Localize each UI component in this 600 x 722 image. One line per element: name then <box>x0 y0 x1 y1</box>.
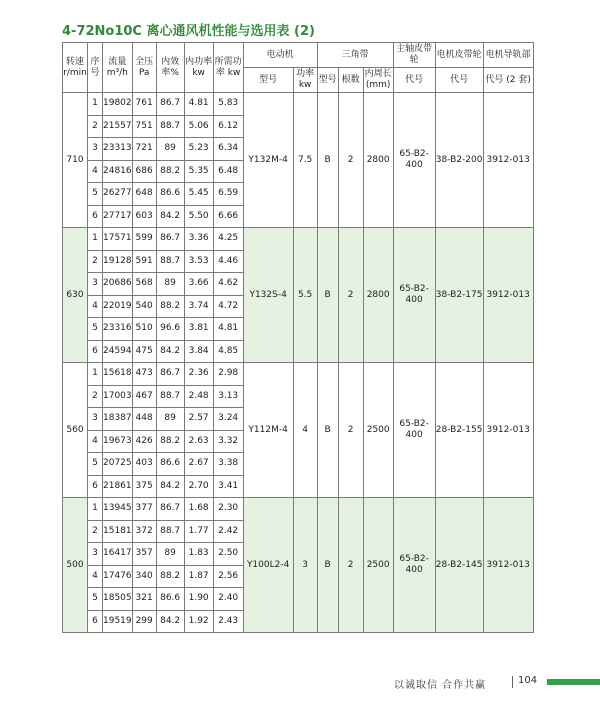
cell-pressure: 473 <box>132 363 156 386</box>
cell-pressure: 751 <box>132 115 156 138</box>
cell-required-power: 4.85 <box>213 340 243 363</box>
cell-efficiency: 88.2 <box>156 565 184 588</box>
cell-inner-power: 2.36 <box>184 363 213 386</box>
cell-belt-count: 2 <box>338 228 363 363</box>
cell-inner-power: 1.83 <box>184 543 213 566</box>
fan-performance-table <box>62 42 534 633</box>
header-main-pulley-code: 代号 <box>393 68 435 93</box>
cell-efficiency: 89 <box>156 543 184 566</box>
cell-efficiency: 86.7 <box>156 498 184 521</box>
cell-flow: 15181 <box>103 520 133 543</box>
cell-flow: 20686 <box>103 273 133 296</box>
cell-efficiency: 84.2 <box>156 610 184 633</box>
cell-efficiency: 86.6 <box>156 183 184 206</box>
cell-inner-power: 5.45 <box>184 183 213 206</box>
cell-required-power: 6.48 <box>213 160 243 183</box>
cell-seq: 3 <box>88 273 103 296</box>
cell-inner-power: 3.66 <box>184 273 213 296</box>
cell-speed: 710 <box>63 93 88 228</box>
cell-motor-pulley: 28-B2-145 <box>435 498 483 633</box>
cell-main-pulley: 65-B2-400 <box>393 498 435 633</box>
cell-required-power: 6.66 <box>213 205 243 228</box>
cell-pressure: 761 <box>132 93 156 116</box>
cell-seq: 2 <box>88 115 103 138</box>
cell-inner-power: 5.50 <box>184 205 213 228</box>
cell-required-power: 2.42 <box>213 520 243 543</box>
cell-required-power: 2.56 <box>213 565 243 588</box>
table-body <box>63 93 534 633</box>
cell-motor-model: Y132S-4 <box>243 228 293 363</box>
cell-motor-power: 7.5 <box>293 93 317 228</box>
header-motor-power: 功率 kw <box>293 68 317 93</box>
cell-belt-count: 2 <box>338 93 363 228</box>
cell-flow: 17571 <box>103 228 133 251</box>
cell-flow: 21557 <box>103 115 133 138</box>
cell-inner-power: 1.90 <box>184 588 213 611</box>
header-belt-count: 根数 <box>338 68 363 93</box>
cell-inner-power: 3.53 <box>184 250 213 273</box>
table-row <box>63 93 534 116</box>
cell-required-power: 3.13 <box>213 385 243 408</box>
cell-speed: 630 <box>63 228 88 363</box>
cell-flow: 26277 <box>103 183 133 206</box>
cell-flow: 19519 <box>103 610 133 633</box>
cell-inner-power: 4.81 <box>184 93 213 116</box>
cell-seq: 5 <box>88 453 103 476</box>
cell-main-pulley: 65-B2-400 <box>393 93 435 228</box>
cell-flow: 17003 <box>103 385 133 408</box>
cell-seq: 6 <box>88 475 103 498</box>
header-inner-power: 内功率 kw <box>184 43 213 93</box>
cell-rail: 3912-013 <box>483 228 533 363</box>
cell-flow: 19128 <box>103 250 133 273</box>
cell-flow: 16417 <box>103 543 133 566</box>
cell-flow: 19802 <box>103 93 133 116</box>
cell-motor-pulley: 38-B2-200 <box>435 93 483 228</box>
table-row <box>63 228 534 251</box>
cell-seq: 4 <box>88 160 103 183</box>
cell-required-power: 4.46 <box>213 250 243 273</box>
cell-pressure: 686 <box>132 160 156 183</box>
cell-seq: 4 <box>88 430 103 453</box>
cell-pressure: 467 <box>132 385 156 408</box>
header-vbelt: 三角带 <box>317 43 393 68</box>
cell-inner-power: 5.06 <box>184 115 213 138</box>
cell-efficiency: 88.2 <box>156 160 184 183</box>
cell-pressure: 321 <box>132 588 156 611</box>
cell-motor-power: 3 <box>293 498 317 633</box>
cell-efficiency: 88.7 <box>156 520 184 543</box>
cell-pressure: 340 <box>132 565 156 588</box>
cell-rail: 3912-013 <box>483 498 533 633</box>
cell-required-power: 2.40 <box>213 588 243 611</box>
cell-seq: 5 <box>88 588 103 611</box>
cell-pressure: 475 <box>132 340 156 363</box>
cell-seq: 1 <box>88 363 103 386</box>
cell-flow: 17476 <box>103 565 133 588</box>
cell-pressure: 375 <box>132 475 156 498</box>
cell-required-power: 2.50 <box>213 543 243 566</box>
cell-belt-count: 2 <box>338 498 363 633</box>
cell-required-power: 4.25 <box>213 228 243 251</box>
cell-efficiency: 88.2 <box>156 295 184 318</box>
cell-flow: 15618 <box>103 363 133 386</box>
header-rail-code: 代号 (2 套) <box>483 68 533 93</box>
cell-seq: 6 <box>88 340 103 363</box>
cell-belt-model: B <box>317 93 338 228</box>
cell-efficiency: 86.7 <box>156 228 184 251</box>
cell-inner-power: 5.23 <box>184 138 213 161</box>
header-speed: 转速 r/min <box>63 43 88 93</box>
cell-inner-power: 1.68 <box>184 498 213 521</box>
cell-pressure: 599 <box>132 228 156 251</box>
cell-efficiency: 89 <box>156 273 184 296</box>
cell-pressure: 510 <box>132 318 156 341</box>
cell-inner-power: 3.36 <box>184 228 213 251</box>
cell-required-power: 6.59 <box>213 183 243 206</box>
cell-pressure: 568 <box>132 273 156 296</box>
cell-required-power: 4.81 <box>213 318 243 341</box>
cell-motor-model: Y100L2-4 <box>243 498 293 633</box>
cell-inner-power: 2.67 <box>184 453 213 476</box>
cell-pressure: 372 <box>132 520 156 543</box>
cell-flow: 20725 <box>103 453 133 476</box>
cell-efficiency: 88.7 <box>156 115 184 138</box>
cell-required-power: 4.72 <box>213 295 243 318</box>
cell-required-power: 2.98 <box>213 363 243 386</box>
cell-required-power: 6.12 <box>213 115 243 138</box>
cell-flow: 19673 <box>103 430 133 453</box>
cell-required-power: 3.32 <box>213 430 243 453</box>
cell-motor-power: 5.5 <box>293 228 317 363</box>
cell-inner-power: 5.35 <box>184 160 213 183</box>
header-rail: 电机导轨部 <box>483 43 533 68</box>
cell-pressure: 377 <box>132 498 156 521</box>
cell-motor-model: Y112M-4 <box>243 363 293 498</box>
cell-flow: 21861 <box>103 475 133 498</box>
cell-seq: 1 <box>88 228 103 251</box>
cell-belt-perimeter: 2800 <box>363 228 393 363</box>
cell-flow: 24594 <box>103 340 133 363</box>
cell-belt-count: 2 <box>338 363 363 498</box>
cell-main-pulley: 65-B2-400 <box>393 363 435 498</box>
cell-seq: 4 <box>88 565 103 588</box>
cell-seq: 3 <box>88 138 103 161</box>
cell-seq: 5 <box>88 183 103 206</box>
cell-seq: 6 <box>88 205 103 228</box>
cell-seq: 3 <box>88 408 103 431</box>
cell-inner-power: 2.70 <box>184 475 213 498</box>
cell-seq: 3 <box>88 543 103 566</box>
cell-inner-power: 3.84 <box>184 340 213 363</box>
cell-flow: 18505 <box>103 588 133 611</box>
header-motor-pulley-code: 代号 <box>435 68 483 93</box>
cell-required-power: 3.38 <box>213 453 243 476</box>
cell-seq: 4 <box>88 295 103 318</box>
cell-speed: 560 <box>63 363 88 498</box>
cell-required-power: 6.34 <box>213 138 243 161</box>
cell-belt-model: B <box>317 363 338 498</box>
cell-flow: 23316 <box>103 318 133 341</box>
cell-inner-power: 2.63 <box>184 430 213 453</box>
cell-belt-perimeter: 2800 <box>363 93 393 228</box>
page-title: 4-72No10C 离心通风机性能与选用表 (2) <box>62 24 315 39</box>
cell-motor-power: 4 <box>293 363 317 498</box>
cell-inner-power: 1.87 <box>184 565 213 588</box>
cell-seq: 2 <box>88 385 103 408</box>
cell-flow: 27717 <box>103 205 133 228</box>
cell-required-power: 3.41 <box>213 475 243 498</box>
cell-inner-power: 3.74 <box>184 295 213 318</box>
cell-motor-model: Y132M-4 <box>243 93 293 228</box>
footer-separator <box>512 676 513 688</box>
header-belt-model: 型号 <box>317 68 338 93</box>
cell-belt-perimeter: 2500 <box>363 363 393 498</box>
cell-pressure: 448 <box>132 408 156 431</box>
cell-flow: 18387 <box>103 408 133 431</box>
cell-pressure: 603 <box>132 205 156 228</box>
page-number: 104 <box>518 675 538 686</box>
header-motor: 电动机 <box>243 43 317 68</box>
footer-slogan: 以诚取信 合作共赢 <box>394 680 487 691</box>
cell-seq: 2 <box>88 520 103 543</box>
header-flow: 流量 m³/h <box>103 43 133 93</box>
cell-rail: 3912-013 <box>483 363 533 498</box>
cell-efficiency: 84.2 <box>156 340 184 363</box>
cell-efficiency: 88.2 <box>156 430 184 453</box>
cell-efficiency: 89 <box>156 408 184 431</box>
cell-pressure: 648 <box>132 183 156 206</box>
header-pressure: 全压 Pa <box>132 43 156 93</box>
cell-efficiency: 96.6 <box>156 318 184 341</box>
cell-efficiency: 84.2 <box>156 475 184 498</box>
header-motor-pulley: 电机皮带轮 <box>435 43 483 68</box>
header-seq: 序号 <box>88 43 103 93</box>
cell-flow: 24816 <box>103 160 133 183</box>
cell-inner-power: 3.81 <box>184 318 213 341</box>
cell-belt-perimeter: 2500 <box>363 498 393 633</box>
cell-seq: 5 <box>88 318 103 341</box>
cell-required-power: 4.62 <box>213 273 243 296</box>
cell-efficiency: 86.7 <box>156 363 184 386</box>
cell-main-pulley: 65-B2-400 <box>393 228 435 363</box>
cell-efficiency: 88.7 <box>156 385 184 408</box>
cell-seq: 6 <box>88 610 103 633</box>
table-row <box>63 363 534 386</box>
cell-flow: 23313 <box>103 138 133 161</box>
cell-speed: 500 <box>63 498 88 633</box>
header-belt-perimeter: 内周长 (mm) <box>363 68 393 93</box>
footer-accent-bar <box>547 679 600 685</box>
cell-efficiency: 86.6 <box>156 453 184 476</box>
header-motor-model: 型号 <box>243 68 293 93</box>
cell-pressure: 299 <box>132 610 156 633</box>
cell-efficiency: 88.7 <box>156 250 184 273</box>
cell-pressure: 426 <box>132 430 156 453</box>
cell-belt-model: B <box>317 498 338 633</box>
cell-required-power: 5.83 <box>213 93 243 116</box>
cell-inner-power: 1.92 <box>184 610 213 633</box>
cell-required-power: 2.30 <box>213 498 243 521</box>
header-required-power: 所需功率 kw <box>213 43 243 93</box>
cell-efficiency: 86.6 <box>156 588 184 611</box>
cell-required-power: 2.43 <box>213 610 243 633</box>
cell-efficiency: 86.7 <box>156 93 184 116</box>
cell-belt-model: B <box>317 228 338 363</box>
cell-seq: 1 <box>88 498 103 521</box>
cell-pressure: 403 <box>132 453 156 476</box>
cell-pressure: 721 <box>132 138 156 161</box>
header-main-pulley: 主轴皮带轮 <box>393 43 435 68</box>
cell-pressure: 357 <box>132 543 156 566</box>
cell-motor-pulley: 38-B2-175 <box>435 228 483 363</box>
cell-efficiency: 84.2 <box>156 205 184 228</box>
cell-pressure: 591 <box>132 250 156 273</box>
cell-seq: 2 <box>88 250 103 273</box>
cell-required-power: 3.24 <box>213 408 243 431</box>
cell-flow: 22019 <box>103 295 133 318</box>
cell-inner-power: 2.57 <box>184 408 213 431</box>
cell-motor-pulley: 28-B2-155 <box>435 363 483 498</box>
table-row <box>63 498 534 521</box>
cell-rail: 3912-013 <box>483 93 533 228</box>
header-efficiency: 内效率% <box>156 43 184 93</box>
cell-inner-power: 2.48 <box>184 385 213 408</box>
cell-pressure: 540 <box>132 295 156 318</box>
cell-inner-power: 1.77 <box>184 520 213 543</box>
cell-efficiency: 89 <box>156 138 184 161</box>
cell-seq: 1 <box>88 93 103 116</box>
cell-flow: 13945 <box>103 498 133 521</box>
